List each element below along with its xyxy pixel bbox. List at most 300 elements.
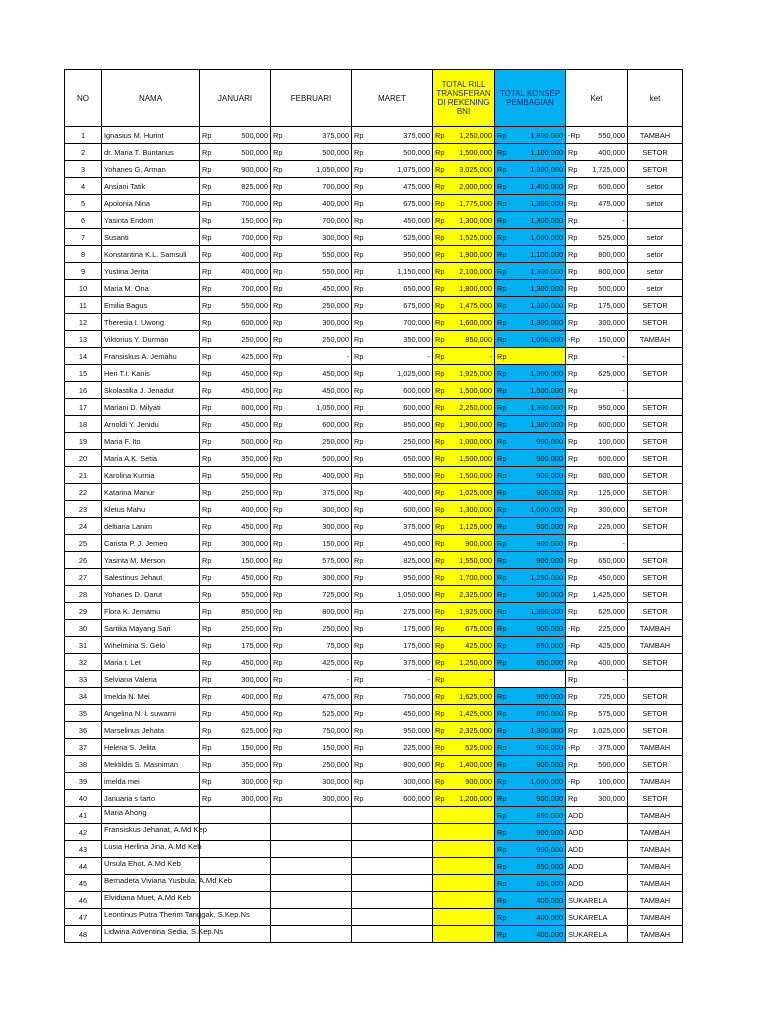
amount-value: 650,000 [598,555,625,565]
maret-cell [352,603,433,620]
row-number: 4 [65,178,102,195]
currency-label: Rp [435,198,445,208]
row-name: Leontinus Putra Therim Tanggak, S.Kep.Ns [104,910,250,919]
total-rill-cell [433,399,495,416]
total-konsep-cell [495,637,566,654]
januari-cell [200,790,271,807]
currency-label: Rp [435,504,445,514]
maret-cell [352,365,433,382]
currency-label: Rp [568,164,578,174]
ket-cell: ADD [566,875,628,892]
row-number: 48 [65,926,102,943]
currency-label: Rp [435,385,445,395]
currency-label: Rp [273,793,283,803]
currency-label: Rp [273,572,283,582]
row-number: 10 [65,280,102,297]
row-name: Helena S. Jelita [102,739,200,756]
table-row [65,858,683,875]
currency-label: Rp [202,249,212,259]
currency-label: Rp [568,521,578,531]
total-konsep-cell [495,654,566,671]
row-number: 17 [65,399,102,416]
ket-status: TAMBAH [628,637,683,654]
amount-value: 1,500,000 [459,453,492,463]
total-rill-cell [433,790,495,807]
header-maret: MARET [352,70,433,127]
row-name: Januaria s tarto [102,790,200,807]
currency-label: Rp [273,215,283,225]
amount-value: 300,000 [241,538,268,548]
table-row [65,807,683,824]
amount-value: 850,000 [241,606,268,616]
amount-value: 700,000 [241,198,268,208]
currency-label: Rp [435,708,445,718]
total-rill-cell [433,433,495,450]
amount-value: - [346,674,349,684]
februari-cell [271,450,352,467]
amount-value: 150,000 [241,555,268,565]
currency-label: Rp [497,436,507,446]
ket-status: setor [628,229,683,246]
ket-cell [566,535,628,552]
amount-value: 400,000 [241,266,268,276]
amount-value: 250,000 [322,436,349,446]
currency-label: Rp [497,793,507,803]
total-rill-cell [433,331,495,348]
currency-label: Rp [202,759,212,769]
ket-cell: ADD [566,841,628,858]
ket-cell [566,637,628,654]
currency-label: Rp [497,351,507,361]
maret-cell [352,178,433,195]
februari-cell [271,433,352,450]
ket-status: SETOR [628,450,683,467]
currency-label: Rp [202,623,212,633]
empty-cell [352,892,433,909]
amount-value: 175,000 [403,623,430,633]
row-number: 24 [65,518,102,535]
currency-label: Rp [497,147,507,157]
row-number: 18 [65,416,102,433]
row-name: Marselinus Jehata [102,722,200,739]
table-row [65,348,683,365]
amount-value: 675,000 [465,623,492,633]
currency-label: Rp [354,742,364,752]
januari-cell [200,399,271,416]
ket-cell [566,518,628,535]
amount-value: 900,000 [536,436,563,446]
total-rill-cell [433,246,495,263]
row-name-cell [102,926,224,943]
januari-cell [200,705,271,722]
ket-status: SETOR [628,467,683,484]
total-konsep-cell [495,807,566,824]
amount-value: 825,000 [403,555,430,565]
ket-status: setor [628,178,683,195]
amount-value: 150,000 [241,742,268,752]
row-name: Maria A.K. Setia [102,450,200,467]
februari-cell [271,603,352,620]
ket-status [628,382,683,399]
currency-label: Rp [435,487,445,497]
currency-label: Rp [497,419,507,429]
currency-label: Rp [273,725,283,735]
currency-label: Rp [435,164,445,174]
empty-cell [271,909,352,926]
currency-label: Rp [273,419,283,429]
header-no: NO [65,70,102,127]
ket-cell [566,161,628,178]
februari-cell [271,756,352,773]
table-row [65,314,683,331]
row-name: Fransiskus Jehanat, A.Md Kep [104,825,207,834]
currency-label: Rp [202,266,212,276]
currency-label: Rp [354,538,364,548]
currency-label: Rp [273,776,283,786]
amount-value: 900,000 [536,470,563,480]
ket-status: TAMBAH [628,127,683,144]
ket-status: SETOR [628,603,683,620]
currency-label: Rp [435,317,445,327]
amount-value: 450,000 [403,708,430,718]
amount-value: 1,000,000 [459,436,492,446]
februari-cell [271,195,352,212]
row-number: 43 [65,841,102,858]
amount-value: 900,000 [536,453,563,463]
amount-value: 1,300,000 [530,215,563,225]
februari-cell [271,178,352,195]
currency-label: Rp [202,436,212,446]
ket-status: SETOR [628,297,683,314]
februari-cell [271,127,352,144]
januari-cell [200,637,271,654]
total-konsep-cell [495,535,566,552]
currency-label: Rp [202,453,212,463]
currency-label: Rp [568,368,578,378]
currency-label: Rp [568,657,578,667]
currency-label: Rp [568,487,578,497]
currency-label: Rp [202,640,212,650]
currency-label: Rp [568,249,578,259]
table-row [65,297,683,314]
row-name-cell [102,807,200,824]
amount-value: 450,000 [241,419,268,429]
amount-value: 1,700,000 [459,572,492,582]
amount-value: 1,550,000 [459,555,492,565]
table-row [65,603,683,620]
currency-label: -Rp [568,640,580,650]
row-name: Yohanes G. Arman [102,161,200,178]
ket-cell: ADD [566,858,628,875]
total-rill-cell [433,178,495,195]
total-rill-cell [433,127,495,144]
row-name: Salestinus Jehaut [102,569,200,586]
total-konsep-cell [495,841,566,858]
amount-value: 625,000 [598,368,625,378]
maret-cell [352,739,433,756]
header-ket-2: ket [628,70,683,127]
total-rill-cell [433,824,495,841]
januari-cell [200,365,271,382]
total-rill-cell [433,195,495,212]
total-konsep-cell [495,926,566,943]
table-row [65,535,683,552]
amount-value: 1,300,000 [530,283,563,293]
amount-value: 300,000 [322,232,349,242]
row-name: Sartika Mayang Sari [102,620,200,637]
currency-label: Rp [273,470,283,480]
currency-label: Rp [497,521,507,531]
empty-cell [352,926,433,943]
currency-label: Rp [273,606,283,616]
row-name: Elvidiana Muet, A.Md Keb [104,893,191,902]
total-konsep-cell [495,467,566,484]
amount-value: 850,000 [465,334,492,344]
currency-label: Rp [202,555,212,565]
februari-cell [271,518,352,535]
amount-value: 550,000 [598,130,625,140]
currency-label: Rp [273,249,283,259]
currency-label: Rp [568,283,578,293]
januari-cell [200,416,271,433]
currency-label: Rp [568,436,578,446]
row-number: 7 [65,229,102,246]
amount-value: 450,000 [241,657,268,667]
row-name: Konstantina K.L. Samsuli [102,246,200,263]
currency-label: Rp [568,793,578,803]
januari-cell [200,535,271,552]
total-konsep-cell [495,297,566,314]
empty-cell [271,807,352,824]
currency-label: Rp [202,606,212,616]
amount-value: 450,000 [241,572,268,582]
amount-value: 525,000 [403,232,430,242]
total-konsep-cell [495,348,566,365]
row-name: Carista P. J. Jemeo [102,535,200,552]
row-number: 6 [65,212,102,229]
amount-value: 900,000 [536,487,563,497]
ket-cell [566,688,628,705]
currency-label: Rp [202,147,212,157]
total-rill-cell [433,212,495,229]
ket-status: setor [628,280,683,297]
ket-cell [566,739,628,756]
amount-value: 400,000 [598,657,625,667]
currency-label: Rp [354,674,364,684]
ket-status: TAMBAH [628,875,683,892]
currency-label: Rp [202,742,212,752]
row-number: 33 [65,671,102,688]
ket-cell [566,586,628,603]
row-name: Flora K. Jemamu [102,603,200,620]
currency-label: Rp [354,606,364,616]
currency-label: Rp [435,470,445,480]
currency-label: -Rp [568,334,580,344]
empty-cell [352,875,433,892]
maret-cell [352,161,433,178]
amount-value: 250,000 [322,334,349,344]
currency-label: Rp [354,725,364,735]
currency-label: Rp [435,266,445,276]
amount-value: 800,000 [598,266,625,276]
januari-cell [200,756,271,773]
maret-cell [352,331,433,348]
total-konsep-cell [495,178,566,195]
amount-value: 300,000 [241,776,268,786]
amount-value: 300,000 [598,317,625,327]
ket-cell [566,620,628,637]
currency-label: Rp [273,623,283,633]
header-februari: FEBRUARI [271,70,352,127]
row-name: dr. Maria T. Buntanus [102,144,200,161]
row-number: 13 [65,331,102,348]
currency-label: Rp [435,555,445,565]
amount-value: 1,425,000 [459,708,492,718]
table-row [65,926,683,943]
currency-label: Rp [497,215,507,225]
amount-value: 950,000 [403,572,430,582]
total-konsep-cell [495,314,566,331]
table-row [65,620,683,637]
amount-value: 1,150,000 [397,266,430,276]
amount-value: 2,250,000 [459,402,492,412]
empty-cell [200,824,271,841]
total-konsep-cell [495,773,566,790]
amount-value: 1,000,000 [530,232,563,242]
currency-label: Rp [497,181,507,191]
table-row [65,773,683,790]
februari-cell [271,722,352,739]
februari-cell [271,331,352,348]
amount-value: 900,000 [241,164,268,174]
currency-label: Rp [568,385,578,395]
row-number: 5 [65,195,102,212]
amount-value: 900,000 [465,538,492,548]
currency-label: Rp [273,657,283,667]
januari-cell [200,212,271,229]
total-konsep-cell [495,484,566,501]
table-row [65,144,683,161]
maret-cell [352,688,433,705]
amount-value: 450,000 [403,538,430,548]
maret-cell [352,586,433,603]
amount-value: 625,000 [241,725,268,735]
februari-cell [271,161,352,178]
empty-cell [352,841,433,858]
januari-cell [200,722,271,739]
payment-table [64,69,683,943]
total-konsep-cell [495,331,566,348]
ket-status: SETOR [628,416,683,433]
currency-label: Rp [497,555,507,565]
total-konsep-cell [495,722,566,739]
maret-cell [352,790,433,807]
total-konsep-cell [495,229,566,246]
amount-value: 375,000 [322,487,349,497]
currency-label: Rp [497,691,507,701]
amount-value: 400,000 [241,691,268,701]
januari-cell [200,161,271,178]
februari-cell [271,263,352,280]
amount-value: 1,500,000 [459,470,492,480]
currency-label: Rp [435,300,445,310]
total-rill-cell [433,586,495,603]
total-konsep-cell [495,739,566,756]
table-row [65,399,683,416]
amount-value: 375,000 [403,521,430,531]
currency-label: Rp [202,572,212,582]
total-rill-cell [433,365,495,382]
currency-label: Rp [202,793,212,803]
januari-cell [200,450,271,467]
currency-label: Rp [497,453,507,463]
amount-value: 1,500,000 [459,385,492,395]
amount-value: 1,200,000 [459,793,492,803]
currency-label: Rp [354,385,364,395]
table-row [65,416,683,433]
amount-value: 1,800,000 [530,130,563,140]
currency-label: Rp [497,589,507,599]
table-row [65,586,683,603]
currency-label: Rp [568,504,578,514]
amount-value: 600,000 [403,793,430,803]
row-number: 11 [65,297,102,314]
amount-value: - [427,674,430,684]
ket-cell [566,348,628,365]
amount-value: 250,000 [403,436,430,446]
currency-label: Rp [202,521,212,531]
currency-label: Rp [273,266,283,276]
maret-cell [352,518,433,535]
row-number: 35 [65,705,102,722]
currency-label: Rp [354,334,364,344]
januari-cell [200,229,271,246]
februari-cell [271,212,352,229]
februari-cell [271,790,352,807]
currency-label: Rp [497,487,507,497]
row-name: Imelda N. Mei [102,688,200,705]
amount-value: 850,000 [403,419,430,429]
maret-cell [352,314,433,331]
table-row [65,756,683,773]
amount-value: 450,000 [241,385,268,395]
amount-value: 300,000 [322,572,349,582]
currency-label: Rp [497,283,507,293]
amount-value: - [427,351,430,361]
ket-status: SETOR [628,484,683,501]
amount-value: 175,000 [241,640,268,650]
amount-value: 1,250,000 [530,572,563,582]
currency-label: Rp [273,742,283,752]
amount-value: 1,900,000 [459,419,492,429]
total-konsep-cell [495,518,566,535]
currency-label: Rp [202,130,212,140]
currency-label: Rp [497,878,507,888]
januari-cell [200,501,271,518]
ket-cell [566,331,628,348]
row-number: 22 [65,484,102,501]
currency-label: Rp [497,861,507,871]
currency-label: Rp [354,708,364,718]
februari-cell [271,297,352,314]
januari-cell [200,246,271,263]
ket-cell [566,501,628,518]
table-row [65,433,683,450]
row-number: 29 [65,603,102,620]
currency-label: Rp [202,504,212,514]
amount-value: 825,000 [241,181,268,191]
januari-cell [200,773,271,790]
